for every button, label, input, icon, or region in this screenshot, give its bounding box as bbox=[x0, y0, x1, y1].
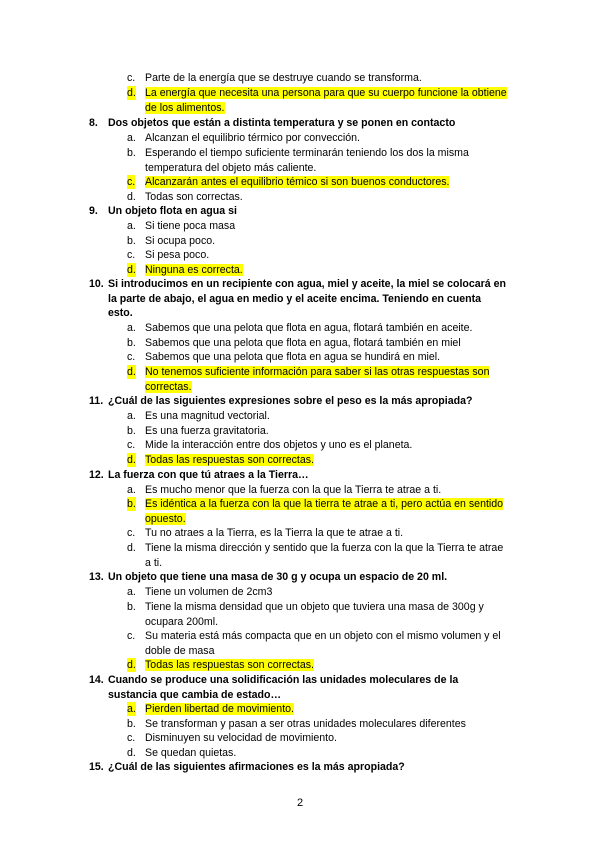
option-letter: b. bbox=[127, 337, 136, 349]
question-text: esto. bbox=[108, 307, 133, 320]
question-text: ¿Cuál de las siguientes afirmaciones es la más apropiada? bbox=[108, 761, 405, 773]
option-text-span: doble de masa bbox=[145, 644, 215, 657]
option-text-span: Si ocupa poco. bbox=[145, 235, 216, 247]
option-letter: b. bbox=[127, 425, 136, 437]
option-text-span: Tiene la misma densidad que un objeto que tuviera una masa de 300g y bbox=[145, 601, 484, 613]
option-text-span: No tenemos suficiente información para saber si las otras respuestas son bbox=[145, 366, 490, 378]
option-text bbox=[145, 131, 360, 145]
option-text-span: Alcanzarán antes el equilibrio témico si son buenos conductores. bbox=[145, 176, 450, 188]
option-letter: a. bbox=[127, 586, 136, 598]
question-text: Un objeto que tiene una masa de 30 g y ocupa un espacio de 20 ml. bbox=[108, 571, 448, 583]
option-text-span: Se transforman y pasan a ser otras unidades moleculares diferentes bbox=[145, 718, 466, 730]
option-text bbox=[145, 350, 440, 364]
option-text bbox=[145, 190, 243, 204]
option-text-span: La energía que necesita una persona para que su cuerpo funcione la obtiene bbox=[145, 87, 507, 99]
option-text-span: Es mucho menor que la fuerza con la que la Tierra te atrae a ti. bbox=[145, 484, 442, 496]
option-letter: d. bbox=[127, 366, 136, 378]
option-text-highlighted bbox=[145, 497, 503, 511]
option-text-highlighted bbox=[145, 101, 225, 115]
option-letter: a. bbox=[127, 703, 136, 715]
option-text bbox=[145, 600, 484, 614]
option-text bbox=[145, 321, 472, 335]
option-text bbox=[145, 526, 403, 540]
option-letter: d. bbox=[127, 659, 136, 671]
option-text-span: Parte de la energía que se destruye cuando se transforma. bbox=[145, 72, 422, 84]
option-letter: a. bbox=[127, 322, 136, 334]
option-letter: b. bbox=[127, 147, 136, 159]
option-text-span: de los alimentos. bbox=[145, 101, 225, 114]
question-text: ¿Cuál de las siguientes expresiones sobre el peso es la más apropiada? bbox=[108, 395, 473, 407]
option-letter: a. bbox=[127, 484, 136, 496]
option-text-span: Todas son correctas. bbox=[145, 191, 243, 203]
question-number: 8. bbox=[89, 117, 98, 129]
option-text bbox=[145, 234, 215, 248]
option-text-span: Mide la interacción entre dos objetos y uno es el planeta. bbox=[145, 439, 413, 451]
question-number: 9. bbox=[89, 205, 98, 217]
question-text: sustancia que cambia de estado… bbox=[108, 688, 282, 701]
question-text: Dos objetos que están a distinta temperatura y se ponen en contacto bbox=[108, 117, 456, 129]
option-letter: d. bbox=[127, 87, 136, 99]
option-text bbox=[145, 219, 235, 233]
question-number: 10. bbox=[89, 278, 104, 290]
option-letter: c. bbox=[127, 630, 136, 642]
option-text-span: Sabemos que una pelota que flota en agua se hundirá en miel. bbox=[145, 351, 441, 363]
option-letter: a. bbox=[127, 132, 136, 144]
question-text: Cuando se produce una solidificación las unidades moleculares de la bbox=[108, 674, 459, 686]
option-text-span: Ninguna es correcta. bbox=[145, 264, 243, 276]
option-text-highlighted bbox=[145, 380, 192, 394]
option-text-span: Tu no atraes a la Tierra, es la Tierra la que te atrae a ti. bbox=[145, 527, 404, 539]
option-text-highlighted bbox=[145, 263, 243, 277]
option-text-span: correctas. bbox=[145, 380, 192, 393]
question-text: Un objeto flota en agua si bbox=[108, 205, 237, 217]
option-letter: a. bbox=[127, 410, 136, 422]
option-text-span: Tiene la misma dirección y sentido que la fuerza con la que la Tierra te atrae bbox=[145, 542, 504, 554]
option-letter: c. bbox=[127, 527, 136, 539]
option-text-highlighted bbox=[145, 702, 294, 716]
option-text-span: temperatura del objeto más caliente. bbox=[145, 161, 317, 174]
option-text-span: ocupara 200ml. bbox=[145, 615, 219, 628]
option-text bbox=[145, 483, 441, 497]
option-text bbox=[145, 71, 422, 85]
option-text-span: Alcanzan el equilibrio térmico por convección. bbox=[145, 132, 360, 144]
page-number: 2 bbox=[296, 797, 304, 809]
option-text-span: Es una magnitud vectorial. bbox=[145, 410, 270, 422]
option-text-highlighted bbox=[145, 512, 186, 526]
question-number: 13. bbox=[89, 571, 104, 583]
option-text-span: Se quedan quietas. bbox=[145, 747, 237, 759]
question-number: 11. bbox=[89, 395, 104, 407]
option-text-highlighted bbox=[145, 658, 314, 672]
option-text-span: Es una fuerza gravitatoria. bbox=[145, 425, 269, 437]
option-text-span: Todas las respuestas son correctas. bbox=[145, 659, 314, 671]
option-text-span: Esperando el tiempo suficiente terminarán teniendo los dos la misma bbox=[145, 147, 469, 159]
question-text: La fuerza con que tú atraes a la Tierra… bbox=[108, 469, 309, 481]
option-text bbox=[145, 409, 270, 423]
option-text bbox=[145, 746, 236, 760]
option-text-span: opuesto. bbox=[145, 512, 186, 525]
option-letter: c. bbox=[127, 249, 136, 261]
option-text-span: Pierden libertad de movimiento. bbox=[145, 703, 294, 715]
option-text-span: Sabemos que una pelota que flota en agua, flotará también en miel bbox=[145, 337, 461, 349]
option-text bbox=[145, 248, 209, 262]
option-text bbox=[145, 585, 272, 599]
option-letter: b. bbox=[127, 498, 136, 510]
option-text bbox=[145, 731, 337, 745]
option-text-highlighted bbox=[145, 453, 314, 467]
option-text bbox=[145, 644, 215, 658]
option-letter: b. bbox=[127, 601, 136, 613]
option-letter: c. bbox=[127, 72, 136, 84]
option-text bbox=[145, 424, 269, 438]
option-text bbox=[145, 161, 316, 175]
option-letter: d. bbox=[127, 264, 136, 276]
option-text-highlighted bbox=[145, 175, 449, 189]
option-text bbox=[145, 438, 412, 452]
option-letter: d. bbox=[127, 542, 136, 554]
option-text bbox=[145, 556, 162, 570]
option-text bbox=[145, 541, 503, 555]
option-text-highlighted bbox=[145, 86, 507, 100]
option-text-span: Si pesa poco. bbox=[145, 249, 210, 261]
option-text-span: Su materia está más compacta que en un objeto con el mismo volumen y el bbox=[145, 630, 501, 642]
question-number: 14. bbox=[89, 674, 104, 686]
option-letter: b. bbox=[127, 235, 136, 247]
option-text-span: a ti. bbox=[145, 556, 163, 569]
option-letter: d. bbox=[127, 747, 136, 759]
option-text bbox=[145, 629, 501, 643]
option-text bbox=[145, 146, 469, 160]
option-letter: a. bbox=[127, 220, 136, 232]
option-letter: c. bbox=[127, 439, 136, 451]
option-text-span: Todas las respuestas son correctas. bbox=[145, 454, 314, 466]
option-text-span: Sabemos que una pelota que flota en agua, flotará también en aceite. bbox=[145, 322, 473, 334]
option-letter: c. bbox=[127, 176, 136, 188]
option-text-span: Es idéntica a la fuerza con la que la tierra te atrae a ti, pero actúa en sentido bbox=[145, 498, 504, 510]
option-letter: c. bbox=[127, 351, 136, 363]
question-number: 15. bbox=[89, 761, 104, 773]
question-number: 12. bbox=[89, 469, 104, 481]
option-letter: b. bbox=[127, 718, 136, 730]
option-text bbox=[145, 336, 461, 350]
option-text bbox=[145, 717, 466, 731]
option-text-span: Tiene un volumen de 2cm3 bbox=[145, 586, 273, 598]
option-letter: d. bbox=[127, 454, 136, 466]
option-letter: d. bbox=[127, 191, 136, 203]
option-text-span: Disminuyen su velocidad de movimiento. bbox=[145, 732, 337, 744]
question-text: la parte de abajo, el agua en medio y el aceite encima. Teniendo en cuenta bbox=[108, 292, 482, 305]
option-text-span: Si tiene poca masa bbox=[145, 220, 236, 232]
option-letter: c. bbox=[127, 732, 136, 744]
option-text-highlighted bbox=[145, 365, 489, 379]
question-text: Si introducimos en un recipiente con agua, miel y aceite, la miel se colocará en bbox=[108, 278, 506, 290]
option-text bbox=[145, 615, 218, 629]
